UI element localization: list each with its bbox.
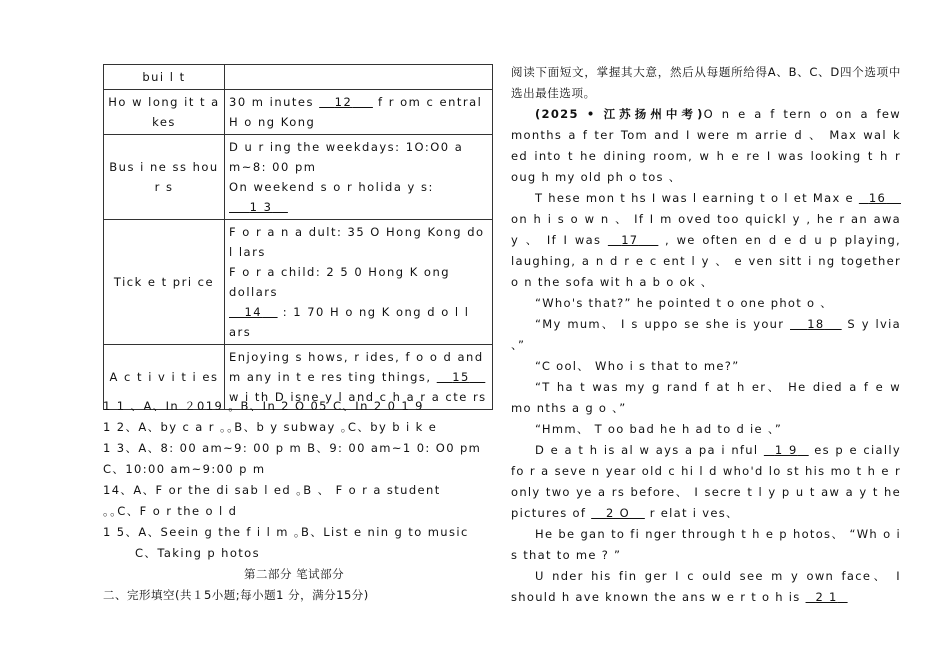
question-13: 1 3、A、8: 00 am~9: 00 p m B、9: 00 am~1 0: O0 pm <box>103 441 482 455</box>
blank-14: 14 <box>244 305 263 319</box>
question-14-c: ｡｡C、F o r the o l d <box>103 504 238 518</box>
row-value: Enjoying s hows, r ides, f o o d and m any in t e res ting things, 15 w i th D isne y l and c h a r a cte rs <box>225 345 493 410</box>
table-row <box>104 220 493 345</box>
row-value <box>225 65 493 90</box>
paragraph: T hese mon t hs I was l earning t o l et Max e 16 on h i s o w n 、 If I m oved too quickl y , he r an awa y 、 If I was 17 , we often en d e d u p playing, laughing, a n d r e c ent l y 、 e ven sitt i ng together o n the sofa wit h a b o ok 、 <box>511 191 901 289</box>
row-label: bui l t <box>104 65 225 90</box>
row-value: D u r ing the weekdays: 1O:O0 a m~8: 00 pm On weekend s o r holida y s: 1 3 <box>225 135 493 220</box>
question-11: 1 1 、A、In ２019 ｡ B、In 2 O 05 C、In 2 0 1 9 <box>103 399 424 413</box>
row-value: 30 m inutes 12 f r om c entral H o ng Kong <box>225 90 493 135</box>
blank-15: 15 <box>452 370 470 384</box>
paragraph: “C ool、 Who i s that to me?” <box>535 359 740 373</box>
paragraph: “My mum、 I s uppo se she is your 18 S y lvia 、” <box>511 317 902 352</box>
question-14: 14、A、F or the di sab l ed ｡B 、 F o r a student <box>103 483 441 497</box>
paragraph: (2025 • 江苏扬州中考)O n e a f tern o on a few months a f ter Tom and I were m arrie d 、 Max wal k ed into t he dining room, w h e re I was looking t h r oug h my old ph o tos 、 <box>511 107 901 184</box>
blank-13: 1 3 <box>249 200 273 214</box>
paragraph: U nder his fin ger I c ould see m y own face、 I should h ave known the ans w e r t o h is 2 1 <box>511 569 901 604</box>
blank-16: 16 <box>868 191 887 205</box>
blank-12: 12 <box>334 95 353 109</box>
question-15: 1 5、A、Seein g the f i l m ｡B、List e nin g to music <box>103 525 469 539</box>
blank-19: 1 9 <box>774 443 798 457</box>
blank-21: 2 1 <box>815 590 838 604</box>
cloze-heading: 二、完形填空(共１5小题;每小题1 分，满分15分) <box>103 588 369 602</box>
paragraph: D e a t h is al w ays a pa i nful 1 9 es p e cially fo r a seve n year old c hi l d who'd lo st his mo t h e r only two ye a rs before、 I secre t l y p u t aw a y t he pictures of 2 O r elat i ves、 <box>511 443 901 520</box>
question-13-c: C、10:00 am~9:00 p m <box>103 462 266 476</box>
row-value: F o r a n a dult: 35 O Hong Kong do l lars F o r a child: 2 5 0 Hong K ong dollars 14 : 1 70 H o ng K ong d o l l ars <box>225 220 493 345</box>
row-label: Tick e t pri ce <box>104 220 225 345</box>
paragraph: He be gan to fi nger through t h e p hotos、 “Wh o i s that to me ? ” <box>511 527 901 562</box>
section-title: 第二部分 笔试部分 <box>244 567 345 581</box>
table-row <box>104 90 493 135</box>
blank-20: 2 O <box>606 506 630 520</box>
table-row <box>104 65 493 90</box>
reading-passage <box>511 62 901 608</box>
blank-18: 18 <box>807 317 825 331</box>
row-label: Bus i ne ss hou r s <box>104 135 225 220</box>
instruction: 阅读下面短文，掌握其大意，然后从每题所给得A、B、C、D四个选项中选出最佳选项。 <box>511 65 901 100</box>
paragraph: “Hmm、 T oo bad he h ad to d ie 、” <box>535 422 783 436</box>
question-12: 1 2、A、by c a r ｡｡B、b y subway ｡C、by b i k e <box>103 420 438 434</box>
blank-17: 17 <box>621 233 639 247</box>
source-label: (2025 • 江苏扬州中考) <box>535 107 704 121</box>
paragraph: “T ha t was my g rand f at h er、 He died a f e w mo nths a g o 、” <box>511 380 901 415</box>
table-row <box>104 135 493 220</box>
question-15-c: C、Taking p hotos <box>135 546 261 560</box>
row-label: Ho w long it t a kes <box>104 90 225 135</box>
info-table <box>103 64 493 410</box>
paragraph: “Who's that?” he pointed t o one phot o 、 <box>535 296 834 310</box>
row-label: A c t i v i t i es <box>104 345 225 410</box>
